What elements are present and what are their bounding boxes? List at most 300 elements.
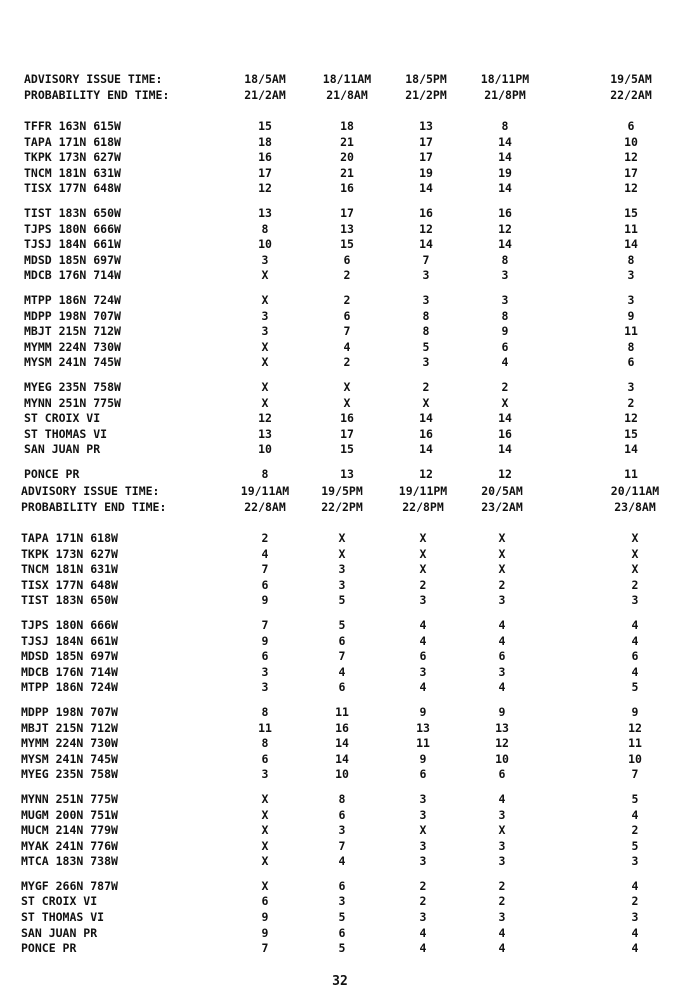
probability-cell: X <box>498 546 506 561</box>
location-label: MUGM 200N 751W <box>21 807 118 822</box>
probability-cell: 4 <box>343 339 351 354</box>
advisory-issue-time-row <box>24 72 680 88</box>
table-row <box>24 427 680 443</box>
table-row <box>21 680 677 696</box>
location-label: TKPK 173N 627W <box>24 150 121 165</box>
probability-cell: 3 <box>419 910 427 925</box>
table-row <box>21 562 677 578</box>
location-label: MYGF 266N 787W <box>21 878 118 893</box>
advisory-issue-time-row-cell: 18/11AM <box>322 72 372 86</box>
probability-cell: 17 <box>340 426 354 441</box>
probability-cell: 9 <box>627 308 635 323</box>
probability-cell: 3 <box>498 664 506 679</box>
probability-cell: 4 <box>498 617 506 632</box>
probability-cell: 3 <box>501 292 509 307</box>
probability-cell: 11 <box>416 736 430 751</box>
probability-cell: 2 <box>419 878 427 893</box>
location-label: TIST 183N 650W <box>24 205 121 220</box>
probability-cell: X <box>261 878 269 893</box>
probability-cell: 10 <box>258 237 272 252</box>
probability-cell: 6 <box>631 649 639 664</box>
probability-cell: 14 <box>498 237 512 252</box>
location-label: TNCM 181N 631W <box>24 165 121 180</box>
probability-cell: X <box>261 395 269 410</box>
location-label: MDCB 176N 714W <box>21 664 118 679</box>
probability-cell: 4 <box>631 617 639 632</box>
probability-cell: 3 <box>419 791 427 806</box>
location-label: MUCM 214N 779W <box>21 823 118 838</box>
location-label: TISX 177N 648W <box>24 181 121 196</box>
probability-cell: 6 <box>343 252 351 267</box>
probability-cell: 12 <box>624 411 638 426</box>
probability-cell: X <box>261 355 269 370</box>
table-row <box>24 150 680 166</box>
probability-cell: 9 <box>631 704 639 719</box>
probability-end-time-row-cell: 22/8AM <box>244 499 286 514</box>
probability-cell: X <box>498 531 506 545</box>
probability-cell: 9 <box>261 910 269 925</box>
probability-cell: 10 <box>628 751 642 766</box>
table-row <box>24 268 680 284</box>
probability-cell: 10 <box>624 134 638 149</box>
probability-cell: 2 <box>419 894 427 909</box>
location-group <box>21 531 677 609</box>
table-row <box>21 547 677 563</box>
table-row <box>24 237 680 253</box>
probability-end-time-row-cell: 21/8PM <box>484 87 526 102</box>
probability-cell: 4 <box>419 941 427 956</box>
probability-cell: 4 <box>498 925 506 940</box>
probability-cell: 3 <box>419 838 427 853</box>
probability-cell: 6 <box>343 308 351 323</box>
probability-cell: 13 <box>340 221 354 236</box>
table-row <box>24 119 680 135</box>
probability-cell: 4 <box>419 633 427 648</box>
probability-cell: 14 <box>498 150 512 165</box>
probability-cell: 12 <box>624 181 638 196</box>
probability-cell: 15 <box>624 205 638 220</box>
location-label: TISX 177N 648W <box>21 577 118 592</box>
location-label: MYSM 241N 745W <box>21 751 118 766</box>
probability-cell: 11 <box>624 221 638 236</box>
table-row <box>21 823 677 839</box>
probability-cell: 16 <box>340 181 354 196</box>
table-row <box>24 380 680 396</box>
probability-cell: X <box>631 546 639 561</box>
probability-cell: 14 <box>419 442 433 457</box>
table-row <box>21 910 677 926</box>
probability-end-time-row-label: PROBABILITY END TIME: <box>24 87 170 102</box>
probability-cell: 8 <box>338 791 346 806</box>
location-label: MDCB 176N 714W <box>24 268 121 283</box>
probability-cell: 14 <box>335 736 349 751</box>
location-label: TNCM 181N 631W <box>21 562 118 577</box>
probability-cell: 3 <box>261 324 269 339</box>
probability-cell: 4 <box>631 925 639 940</box>
probability-cell: 8 <box>627 339 635 354</box>
probability-cell: 2 <box>498 878 506 893</box>
probability-cell: 11 <box>258 720 272 735</box>
probability-cell: 2 <box>627 395 635 410</box>
probability-end-time-row <box>24 88 680 104</box>
probability-cell: 5 <box>631 680 639 695</box>
probability-cell: 10 <box>495 751 509 766</box>
location-label: TAPA 171N 618W <box>24 134 121 149</box>
probability-cell: 7 <box>261 941 269 956</box>
probability-cell: 17 <box>419 150 433 165</box>
table-row <box>24 222 680 238</box>
probability-cell: 8 <box>627 252 635 267</box>
probability-end-time-row-label: PROBABILITY END TIME: <box>21 499 167 514</box>
location-group <box>24 293 680 371</box>
location-label: ST CROIX VI <box>24 411 101 426</box>
probability-cell: 11 <box>628 736 642 751</box>
probability-cell: 3 <box>631 854 639 869</box>
probability-cell: 14 <box>498 411 512 426</box>
location-label: TJPS 180N 666W <box>21 617 118 632</box>
probability-end-time-row-cell: 22/8PM <box>402 499 444 514</box>
advisory-issue-time-row <box>21 484 677 500</box>
probability-cell: 7 <box>338 649 346 664</box>
page-number: 32 <box>332 974 348 989</box>
table-row <box>24 396 680 412</box>
probability-cell: 3 <box>422 355 430 370</box>
location-label: MDPP 198N 707W <box>24 308 121 323</box>
probability-cell: X <box>419 562 427 577</box>
table-row <box>24 340 680 356</box>
table-row <box>21 854 677 870</box>
probability-cell: 3 <box>419 664 427 679</box>
location-label: MBJT 215N 712W <box>24 324 121 339</box>
probability-cell: 12 <box>498 221 512 236</box>
probability-cell: 5 <box>338 910 346 925</box>
probability-cell: 4 <box>338 664 346 679</box>
probability-cell: X <box>498 562 506 577</box>
advisory-issue-time-row-label: ADVISORY ISSUE TIME: <box>21 484 160 498</box>
probability-cell: 2 <box>631 823 639 838</box>
probability-cell: 6 <box>338 878 346 893</box>
probability-cell: 12 <box>258 181 272 196</box>
location-label: MYEG 235N 758W <box>21 767 118 782</box>
probability-cell: 15 <box>624 426 638 441</box>
probability-cell: 6 <box>338 807 346 822</box>
probability-cell: 4 <box>498 791 506 806</box>
location-group <box>21 792 677 870</box>
probability-end-time-row-cell: 21/2AM <box>244 87 286 102</box>
probability-cell: 13 <box>416 720 430 735</box>
probability-cell: 6 <box>419 649 427 664</box>
probability-cell: 13 <box>258 205 272 220</box>
probability-cell: X <box>338 531 346 545</box>
probability-cell: 6 <box>419 767 427 782</box>
probability-cell: 11 <box>624 324 638 339</box>
advisory-issue-time-row-cell: 19/5PM <box>321 484 363 498</box>
table-row <box>21 839 677 855</box>
location-label: MYNN 251N 775W <box>21 791 118 806</box>
probability-cell: X <box>419 531 427 545</box>
probability-cell: 3 <box>498 838 506 853</box>
probability-cell: 20 <box>340 150 354 165</box>
location-label: MTCA 183N 738W <box>21 854 118 869</box>
location-group <box>24 206 680 284</box>
location-label: MYEG 235N 758W <box>24 379 121 394</box>
advisory-issue-time-row-cell: 19/11PM <box>398 484 448 498</box>
probability-cell: 21 <box>340 134 354 149</box>
table-row <box>21 808 677 824</box>
probability-end-time-row-cell: 23/2AM <box>481 499 523 514</box>
probability-cell: 3 <box>261 252 269 267</box>
probability-cell: 15 <box>340 237 354 252</box>
location-label: ST THOMAS VI <box>21 910 105 925</box>
location-label: MDPP 198N 707W <box>21 704 118 719</box>
probability-cell: X <box>631 531 639 545</box>
probability-cell: 16 <box>419 426 433 441</box>
probability-cell: X <box>261 854 269 869</box>
probability-cell: 8 <box>501 308 509 323</box>
probability-cell: 7 <box>261 617 269 632</box>
probability-cell: 9 <box>261 593 269 608</box>
probability-cell: X <box>261 292 269 307</box>
location-label: MYMM 224N 730W <box>24 339 121 354</box>
probability-cell: 11 <box>624 466 638 481</box>
table-row <box>21 879 677 895</box>
probability-cell: 6 <box>627 119 635 133</box>
probability-cell: X <box>261 807 269 822</box>
location-group <box>21 618 677 696</box>
probability-cell: X <box>419 823 427 838</box>
probability-cell: 3 <box>422 268 430 283</box>
advisory-issue-time-row-cell: 18/11PM <box>480 72 530 86</box>
location-label: SAN JUAN PR <box>21 925 98 940</box>
probability-cell: 6 <box>627 355 635 370</box>
probability-cell: 2 <box>261 531 269 545</box>
probability-cell: 7 <box>631 767 639 782</box>
location-label: MYSM 241N 745W <box>24 355 121 370</box>
probability-cell: 13 <box>340 466 354 481</box>
probability-end-time-row-cell: 21/2PM <box>405 87 447 102</box>
probability-cell: 5 <box>631 838 639 853</box>
location-label: MDSD 185N 697W <box>21 649 118 664</box>
table-row <box>21 618 677 634</box>
probability-cell: 4 <box>338 854 346 869</box>
advisory-issue-time-row-cell: 20/5AM <box>481 484 523 498</box>
probability-cell: 14 <box>498 442 512 457</box>
location-label: TJSJ 184N 661W <box>24 237 121 252</box>
probability-cell: 3 <box>498 854 506 869</box>
location-label: TFFR 163N 615W <box>24 119 121 133</box>
probability-cell: 6 <box>261 577 269 592</box>
location-label: TKPK 173N 627W <box>21 546 118 561</box>
table-row <box>24 309 680 325</box>
probability-cell: 12 <box>498 466 512 481</box>
probability-cell: 17 <box>340 205 354 220</box>
table-row <box>21 634 677 650</box>
probability-cell: 7 <box>422 252 430 267</box>
location-label: MYMM 224N 730W <box>21 736 118 751</box>
table-row <box>21 721 677 737</box>
probability-cell: 8 <box>261 221 269 236</box>
probability-cell: 3 <box>261 664 269 679</box>
probability-end-time-row-cell: 21/8AM <box>326 87 368 102</box>
table-row <box>24 467 680 483</box>
probability-cell: 3 <box>422 292 430 307</box>
probability-cell: 13 <box>495 720 509 735</box>
probability-cell: 8 <box>422 324 430 339</box>
probability-cell: 3 <box>261 308 269 323</box>
probability-cell: 5 <box>422 339 430 354</box>
probability-end-time-row-cell: 23/8AM <box>614 499 656 514</box>
probability-cell: 9 <box>501 324 509 339</box>
probability-cell: 12 <box>419 221 433 236</box>
probability-cell: 2 <box>498 577 506 592</box>
probability-cell: X <box>501 395 509 410</box>
probability-cell: 3 <box>627 292 635 307</box>
probability-cell: 3 <box>498 593 506 608</box>
probability-cell: 12 <box>419 466 433 481</box>
table-row <box>24 411 680 427</box>
probability-cell: 14 <box>624 442 638 457</box>
probability-cell: 2 <box>419 577 427 592</box>
probability-cell: 4 <box>261 546 269 561</box>
advisory-issue-time-row-cell: 18/5PM <box>405 72 447 86</box>
probability-cell: 14 <box>419 237 433 252</box>
probability-cell: 17 <box>624 165 638 180</box>
probability-cell: 3 <box>631 910 639 925</box>
location-group <box>24 467 680 483</box>
probability-cell: 15 <box>340 442 354 457</box>
probability-cell: 3 <box>501 268 509 283</box>
location-label: MTPP 186N 724W <box>24 292 121 307</box>
advisory-issue-time-row-label: ADVISORY ISSUE TIME: <box>24 72 163 86</box>
advisory-issue-time-row-cell: 19/11AM <box>240 484 290 498</box>
probability-cell: 3 <box>419 807 427 822</box>
probability-cell: 12 <box>628 720 642 735</box>
probability-cell: 3 <box>261 767 269 782</box>
probability-cell: 3 <box>498 807 506 822</box>
table-row <box>21 894 677 910</box>
table-row <box>21 736 677 752</box>
table-row <box>24 442 680 458</box>
location-label: PONCE PR <box>24 466 80 481</box>
probability-cell: X <box>338 546 346 561</box>
probability-cell: 8 <box>261 466 269 481</box>
probability-cell: 9 <box>261 925 269 940</box>
probability-cell: 3 <box>419 593 427 608</box>
probability-cell: 5 <box>631 791 639 806</box>
location-label: TIST 183N 650W <box>21 593 118 608</box>
probability-cell: 4 <box>498 941 506 956</box>
location-label: MYNN 251N 775W <box>24 395 121 410</box>
probability-cell: 12 <box>624 150 638 165</box>
probability-cell: 4 <box>501 355 509 370</box>
location-label: MTPP 186N 724W <box>21 680 118 695</box>
probability-cell: 14 <box>498 134 512 149</box>
probability-cell: 16 <box>258 150 272 165</box>
probability-cell: 3 <box>498 910 506 925</box>
location-label: ST CROIX VI <box>21 894 98 909</box>
location-group <box>24 380 680 458</box>
probability-cell: X <box>261 339 269 354</box>
probability-cell: 17 <box>419 134 433 149</box>
probability-cell: 3 <box>261 680 269 695</box>
probability-cell: X <box>261 791 269 806</box>
probability-cell: 12 <box>258 411 272 426</box>
location-group <box>21 879 677 957</box>
probability-cell: 4 <box>419 680 427 695</box>
probability-end-time-row-cell: 22/2AM <box>610 87 652 102</box>
table-row <box>24 166 680 182</box>
table-row <box>21 593 677 609</box>
table-section <box>24 72 680 482</box>
probability-cell: 19 <box>498 165 512 180</box>
location-label: MDSD 185N 697W <box>24 252 121 267</box>
probability-cell: 14 <box>498 181 512 196</box>
table-row <box>21 941 677 957</box>
location-label: MBJT 215N 712W <box>21 720 118 735</box>
table-row <box>21 705 677 721</box>
probability-cell: 6 <box>261 751 269 766</box>
probability-cell: 6 <box>498 649 506 664</box>
probability-cell: 4 <box>498 680 506 695</box>
probability-cell: 19 <box>419 165 433 180</box>
probability-cell: 16 <box>498 205 512 220</box>
table-row <box>24 253 680 269</box>
probability-cell: 7 <box>261 562 269 577</box>
probability-cell: 2 <box>343 292 351 307</box>
probability-cell: 16 <box>419 205 433 220</box>
location-label: PONCE PR <box>21 941 77 956</box>
probability-cell: 14 <box>419 181 433 196</box>
probability-cell: 9 <box>419 704 427 719</box>
location-label: MYAK 241N 776W <box>21 838 118 853</box>
probability-cell: 2 <box>422 379 430 394</box>
probability-cell: 7 <box>338 838 346 853</box>
probability-cell: 16 <box>498 426 512 441</box>
probability-cell: 4 <box>631 878 639 893</box>
table-row <box>21 792 677 808</box>
table-row <box>21 578 677 594</box>
probability-cell: 3 <box>631 593 639 608</box>
probability-cell: 4 <box>631 941 639 956</box>
probability-cell: X <box>261 838 269 853</box>
table-row <box>24 181 680 197</box>
probability-cell: 3 <box>419 854 427 869</box>
location-label: ST THOMAS VI <box>24 426 108 441</box>
probability-cell: 15 <box>258 119 272 133</box>
probability-cell: 8 <box>422 308 430 323</box>
table-row <box>21 531 677 547</box>
probability-cell: 6 <box>338 925 346 940</box>
probability-cell: 8 <box>501 252 509 267</box>
probability-cell: 18 <box>258 134 272 149</box>
location-group <box>21 705 677 783</box>
probability-cell: 4 <box>631 664 639 679</box>
probability-cell: 8 <box>261 736 269 751</box>
table-section <box>21 484 677 957</box>
probability-cell: X <box>498 823 506 838</box>
table-row <box>21 926 677 942</box>
advisory-issue-time-row-cell: 20/11AM <box>610 484 660 498</box>
probability-cell: X <box>261 823 269 838</box>
probability-cell: 2 <box>343 268 351 283</box>
probability-end-time-row-cell: 22/2PM <box>321 499 363 514</box>
probability-cell: 16 <box>340 411 354 426</box>
probability-cell: 10 <box>335 767 349 782</box>
probability-cell: 4 <box>419 617 427 632</box>
probability-cell: 4 <box>631 807 639 822</box>
advisory-issue-time-row-cell: 19/5AM <box>610 72 652 86</box>
probability-cell: 6 <box>338 680 346 695</box>
